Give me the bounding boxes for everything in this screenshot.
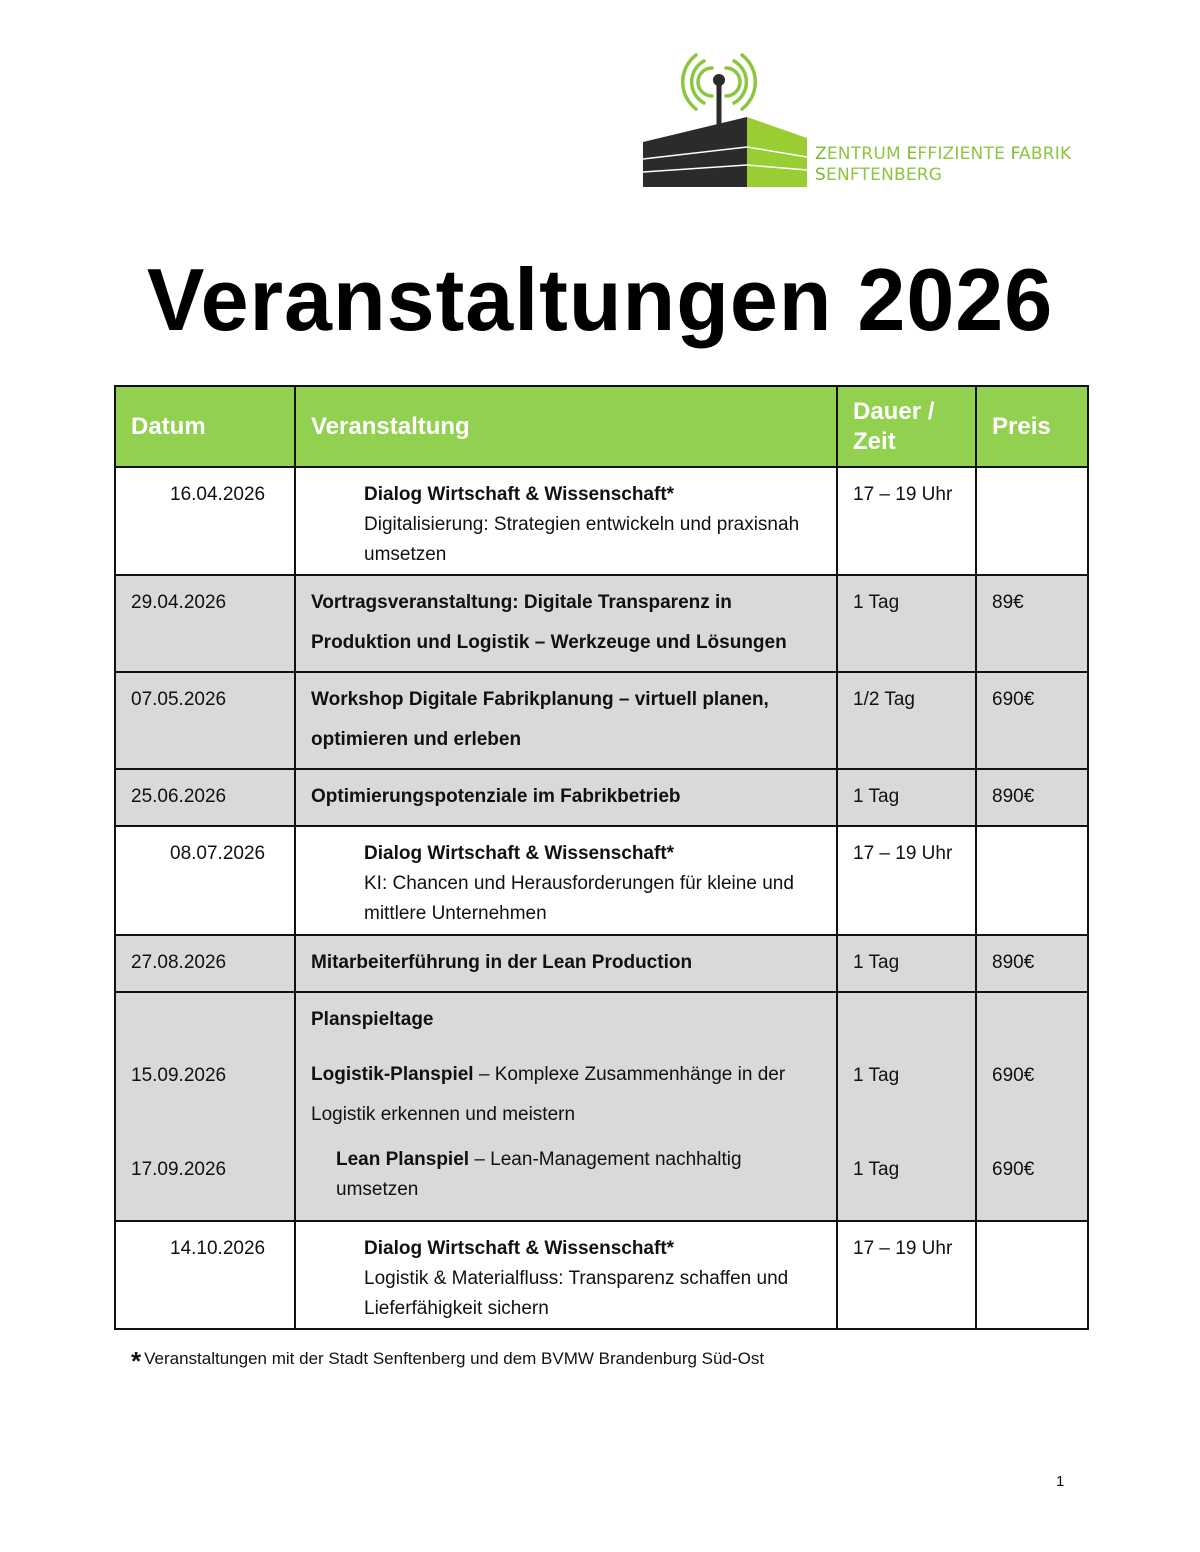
event-subtitle: Logistik & Materialfluss: Transparenz schaffen und Lieferfähigkeit sichern <box>364 1268 789 1319</box>
duration-cell <box>837 467 976 575</box>
table-header-row <box>115 386 1088 467</box>
event-item <box>311 1055 821 1135</box>
price-text <box>977 827 1087 839</box>
event-title: Dialog Wirtschaft & Wissenschaft* <box>364 843 675 864</box>
price-cell <box>976 467 1088 575</box>
duration-text: 1/2 Tag <box>853 689 915 710</box>
event-title: Dialog Wirtschaft & Wissenschaft* <box>364 1238 675 1259</box>
group-title: Planspieltage <box>311 1009 434 1030</box>
event-description: – Komplexe Zusammenhänge in der Logistik erkennen und meistern <box>311 1064 786 1125</box>
event-cell <box>295 1221 837 1329</box>
price-text: 890€ <box>992 952 1035 973</box>
event-cell <box>295 672 837 769</box>
event-title: Optimierungspotenziale im Fabrikbetrieb <box>311 786 681 807</box>
logo-word: ENFTENBERG <box>826 165 943 185</box>
event-description: – Lean-Management nachhaltig umsetzen <box>336 1149 742 1200</box>
price-text: 690€ <box>992 1159 1035 1180</box>
event-cell <box>295 575 837 672</box>
date-cell <box>115 935 295 992</box>
logo-letter: S <box>815 165 826 185</box>
duration-text: 1 Tag <box>853 1065 900 1086</box>
factory-antenna-icon <box>640 52 820 192</box>
event-title: Vortragsveranstaltung: Digitale Transparenz in Produktion und Logistik – Werkzeuge und Lösungen <box>311 592 787 653</box>
date-text: 25.06.2026 <box>131 786 227 807</box>
date-cell <box>115 1221 295 1329</box>
price-cell <box>976 1221 1088 1329</box>
duration-text: 1 Tag <box>853 592 900 613</box>
table-row <box>115 1221 1088 1329</box>
duration-cell <box>837 992 976 1221</box>
price-cell <box>976 935 1088 992</box>
price-text: 690€ <box>992 689 1035 710</box>
page-number: 1 <box>1056 1473 1065 1490</box>
duration-cell <box>837 672 976 769</box>
date-cell <box>115 992 295 1221</box>
table-row <box>115 935 1088 992</box>
footnote-text: Veranstaltungen mit der Stadt Senftenberg und dem BVMW Brandenburg Süd-Ost <box>144 1349 765 1368</box>
price-cell <box>976 826 1088 935</box>
date-cell <box>115 672 295 769</box>
date-text: 17.09.2026 <box>131 1159 227 1180</box>
header-datum: Datum <box>115 386 295 467</box>
events-table <box>114 385 1089 1330</box>
duration-cell <box>837 1221 976 1329</box>
price-cell <box>976 769 1088 826</box>
header-veranstaltung: Veranstaltung <box>295 386 837 467</box>
logo-letter: E <box>906 144 918 164</box>
price-text: 89€ <box>992 592 1024 613</box>
price-text: 890€ <box>992 786 1035 807</box>
header-dauer-label: Dauer / Zeit <box>853 397 935 455</box>
event-title: Logistik-Planspiel <box>311 1064 474 1085</box>
event-title: Workshop Digitale Fabrikplanung – virtuell planen, optimieren und erleben <box>311 689 769 750</box>
table-row <box>115 672 1088 769</box>
duration-text: 1 Tag <box>853 952 900 973</box>
duration-text: 17 – 19 Uhr <box>853 484 953 505</box>
duration-text: 17 – 19 Uhr <box>853 843 953 864</box>
table-row <box>115 769 1088 826</box>
header-preis: Preis <box>976 386 1088 467</box>
date-cell <box>115 575 295 672</box>
footnote <box>131 1346 764 1377</box>
price-cell <box>976 575 1088 672</box>
event-item <box>311 1145 821 1205</box>
event-cell <box>295 935 837 992</box>
page-title: Veranstaltungen 2026 <box>146 250 1054 349</box>
date-text: 08.07.2026 <box>170 843 266 864</box>
duration-cell <box>837 826 976 935</box>
logo-line-2 <box>815 165 1071 186</box>
logo-word: ABRIK <box>1019 144 1072 164</box>
logo-word: ENTRUM <box>826 144 907 164</box>
header-dauer <box>837 386 976 467</box>
event-cell <box>295 769 837 826</box>
duration-cell <box>837 769 976 826</box>
date-text: 14.10.2026 <box>170 1238 266 1259</box>
price-text <box>977 468 1087 480</box>
event-title: Dialog Wirtschaft & Wissenschaft* <box>364 484 675 505</box>
date-cell <box>115 769 295 826</box>
table-row <box>115 575 1088 672</box>
duration-cell <box>837 935 976 992</box>
price-cell <box>976 672 1088 769</box>
price-text <box>977 1222 1087 1234</box>
event-cell <box>295 992 837 1221</box>
price-text: 690€ <box>992 1065 1035 1086</box>
table-row <box>115 826 1088 935</box>
price-cell <box>976 992 1088 1221</box>
event-cell <box>295 826 837 935</box>
duration-text: 1 Tag <box>853 1159 900 1180</box>
table-row <box>115 467 1088 575</box>
event-subtitle: KI: Chancen und Herausforderungen für kleine und mittlere Unternehmen <box>364 873 794 924</box>
date-text: 07.05.2026 <box>131 689 227 710</box>
logo-word: FFIZIENTE <box>917 144 1011 164</box>
event-cell <box>295 467 837 575</box>
date-cell <box>115 467 295 575</box>
event-title: Lean Planspiel <box>336 1149 470 1170</box>
date-cell <box>115 826 295 935</box>
date-text: 27.08.2026 <box>131 952 227 973</box>
logo-letter: F <box>1010 144 1020 164</box>
zef-logo <box>640 52 1080 192</box>
date-text: 16.04.2026 <box>170 484 266 505</box>
logo-line-1 <box>815 144 1071 165</box>
event-title: Mitarbeiterführung in der Lean Production <box>311 952 693 973</box>
footnote-asterisk: * <box>131 1346 142 1376</box>
date-text: 15.09.2026 <box>131 1065 227 1086</box>
duration-cell <box>837 575 976 672</box>
duration-text: 17 – 19 Uhr <box>853 1238 953 1259</box>
table-row-group <box>115 992 1088 1221</box>
date-text: 29.04.2026 <box>131 592 227 613</box>
duration-text: 1 Tag <box>853 786 900 807</box>
logo-wordmark <box>815 144 1071 186</box>
logo-letter: Z <box>815 144 827 164</box>
event-subtitle: Digitalisierung: Strategien entwickeln und praxisnah umsetzen <box>364 514 800 565</box>
